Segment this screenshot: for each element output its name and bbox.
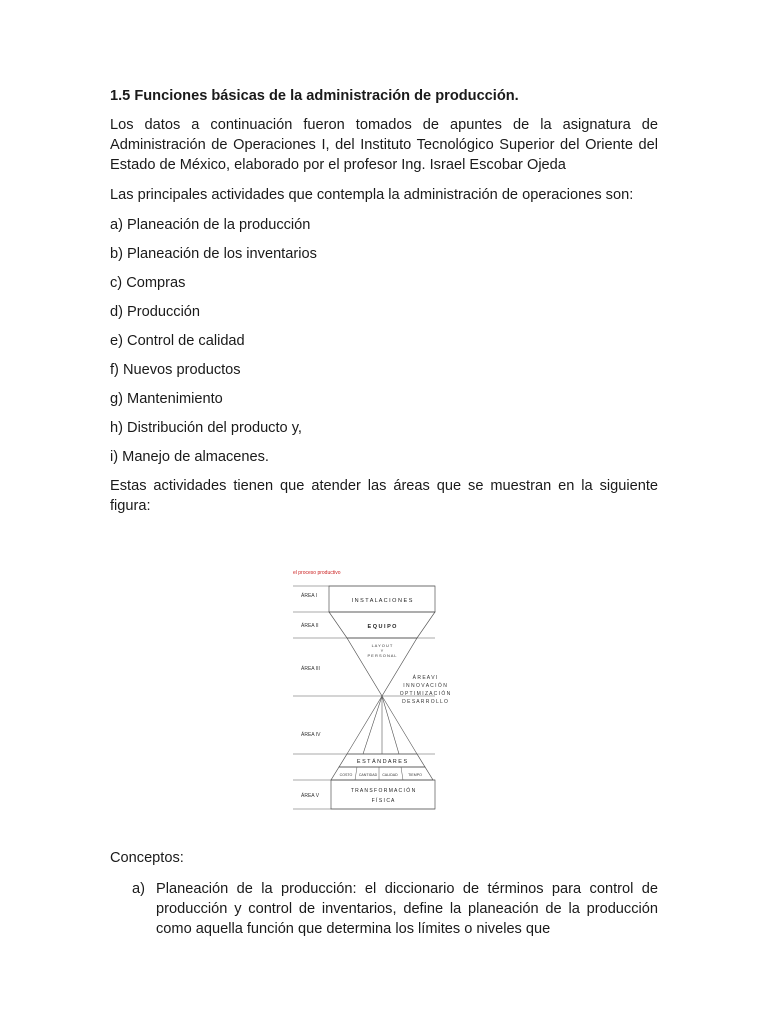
list-item: g) Mantenimiento (110, 391, 223, 407)
tiempo-label: TIEMPO (408, 773, 422, 777)
intro-paragraph: Los datos a continuación fueron tomados de apuntes de la asignatura de Administración de Operaciones I, del Instituto Tecnológico Superior del Oriente del Estado de México, elaborado por el profesor Ing. Israel Escobar Ojeda (110, 117, 658, 173)
area-1-label: ÁREA I (301, 593, 318, 599)
list-item: b) Planeación de los inventarios (110, 246, 317, 262)
areas-intro: Estas actividades tienen que atender las áreas que se muestran en la siguiente figura: (110, 478, 658, 514)
costo-label: COSTO (339, 773, 353, 777)
equipo-label: E Q U I P O (367, 624, 397, 630)
estandares-label: E S T Á N D A R E S (356, 759, 408, 765)
activities-intro: Las principales actividades que contempla la administración de operaciones son: (110, 187, 634, 203)
list-item: h) Distribución del producto y, (110, 420, 302, 436)
layout-label: L A Y O U T (371, 643, 393, 648)
area-5-label: ÁREA V (301, 793, 320, 799)
area-6-label: Á R E A V I (412, 675, 438, 681)
concepts-section (110, 848, 658, 939)
fisica-label: F Í S I C A (371, 798, 395, 804)
production-process-figure (291, 566, 451, 816)
list-item: f) Nuevos productos (110, 362, 241, 378)
concept-item (132, 879, 658, 939)
instalaciones-label: I N S T A L A C I O N E S (351, 598, 413, 604)
area-4-label: ÁREA IV (301, 732, 321, 738)
y-label: Y (380, 648, 384, 653)
concepts-title: Conceptos: (110, 850, 184, 866)
list-item: d) Producción (110, 304, 201, 320)
area-3-label: ÁREA III (301, 666, 320, 672)
personal-label: P E R S O N A L (367, 653, 397, 658)
list-item: i) Manejo de almacenes. (110, 449, 269, 465)
cantidad-label: CANTIDAD (358, 773, 378, 777)
transformacion-label: T R A N S F O R M A C I Ó N (350, 788, 416, 794)
document-body (110, 86, 658, 526)
concept-marker: a) (132, 881, 145, 897)
calidad-label: CALIDAD (382, 773, 398, 777)
section-heading: 1.5 Funciones básicas de la administración de producción. (110, 88, 519, 104)
list-item: c) Compras (110, 275, 186, 291)
concept-text: Planeación de la producción: el diccionario de términos para control de producción y control de inventarios, define la planeación de la producción como aquella función que determina los límites o niveles que (156, 881, 658, 937)
area-2-label: ÁREA II (301, 623, 319, 629)
process-diagram (291, 566, 451, 816)
optimizacion-label: O P T I M I Z A C I Ó N (399, 691, 451, 697)
list-item: e) Control de calidad (110, 333, 245, 349)
figure-caption: el proceso productivo (293, 570, 341, 576)
innovacion-label: I N N O V A C I Ó N (403, 683, 447, 689)
desarrollo-label: D E S A R R O L L O (402, 699, 448, 705)
list-item: a) Planeación de la producción (110, 217, 311, 233)
transformacion-box (331, 780, 435, 809)
